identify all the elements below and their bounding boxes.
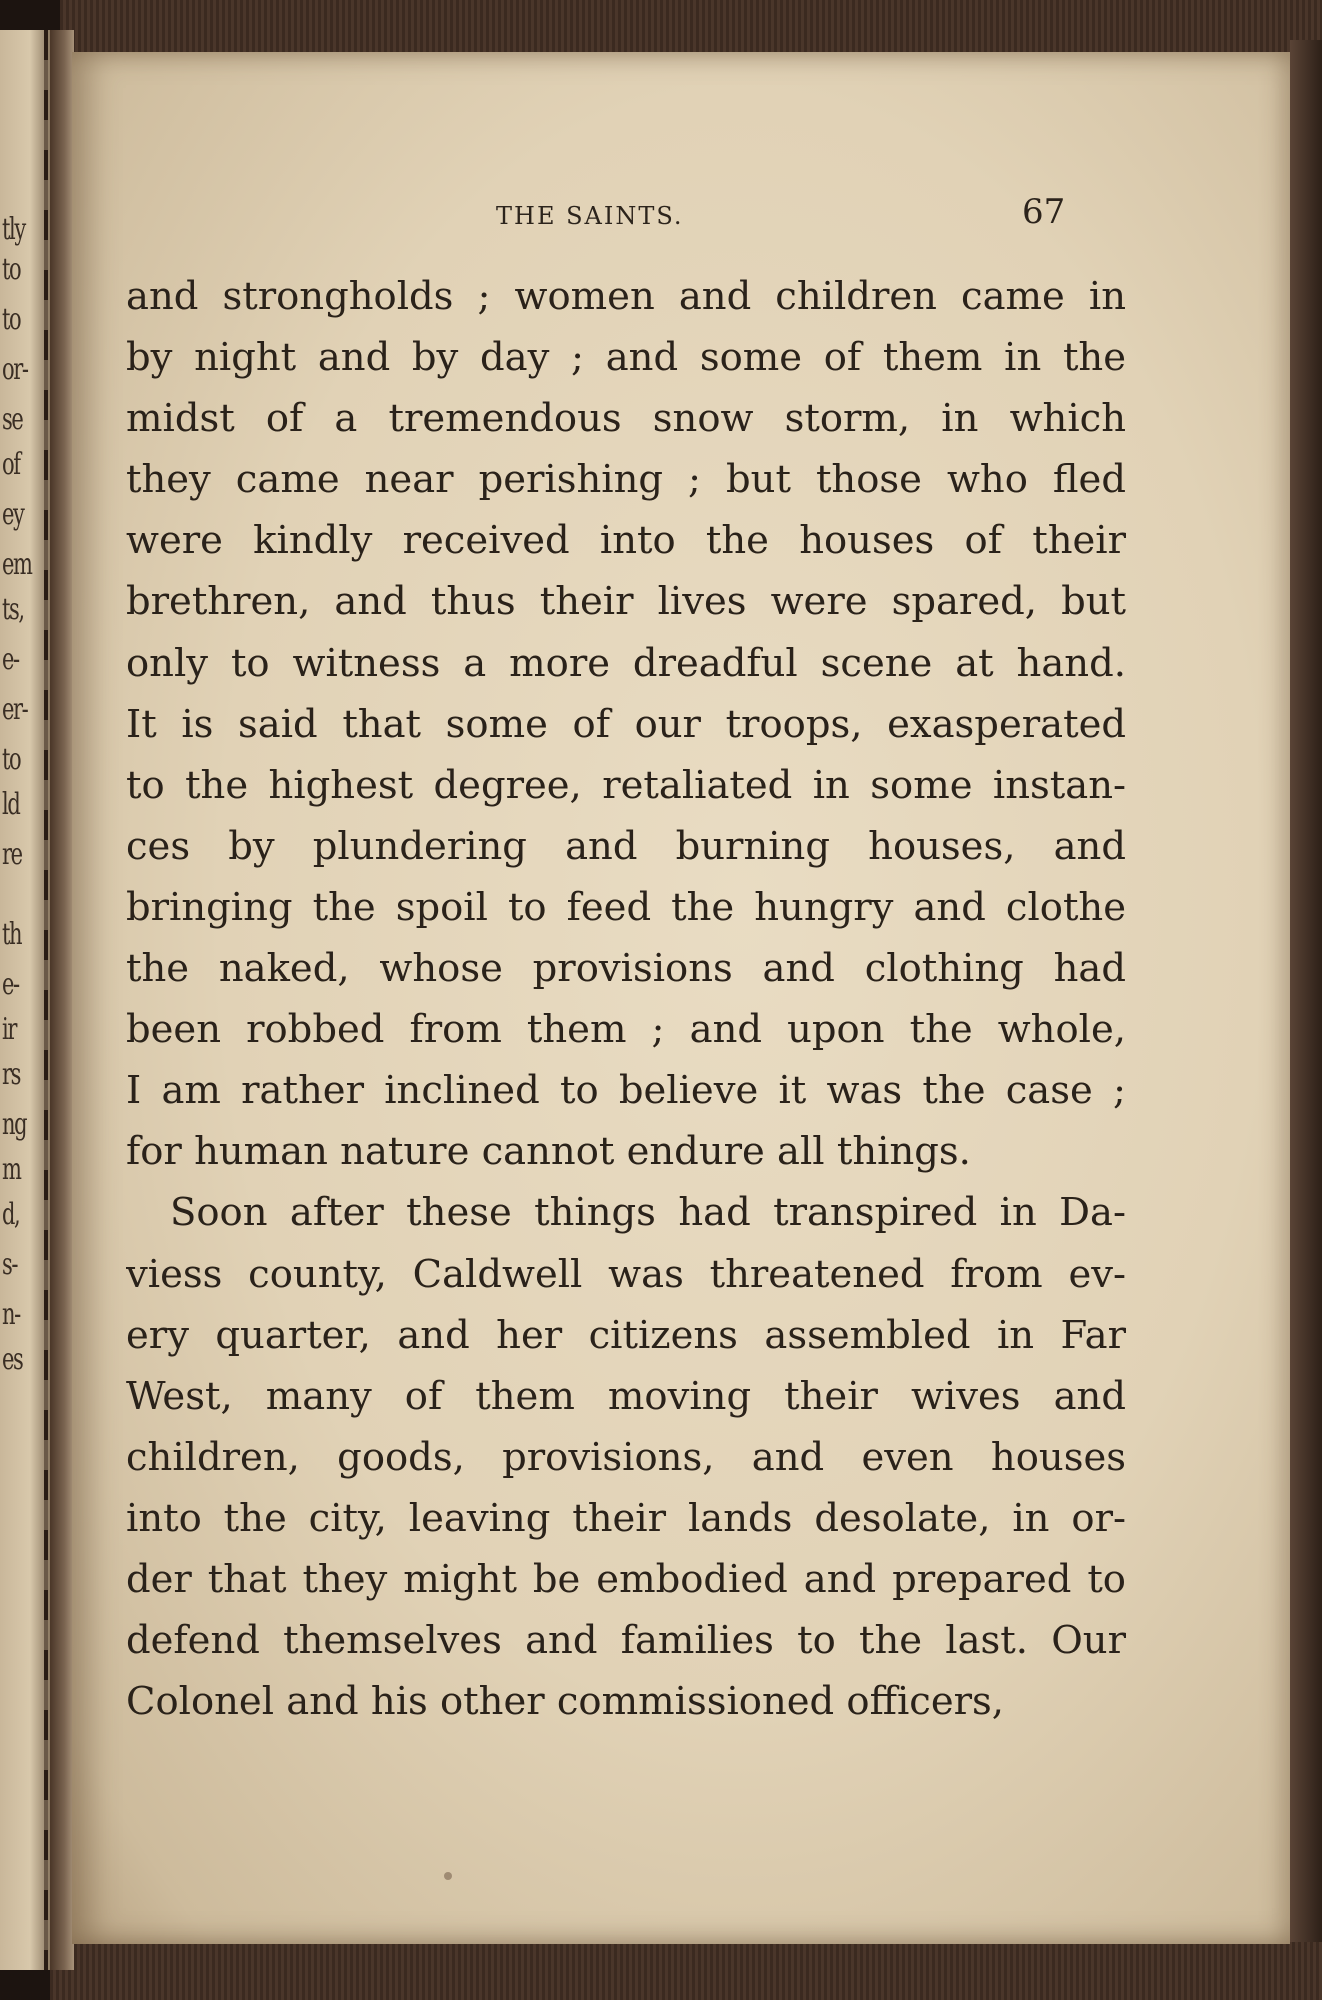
text-line: der that they might be embodied and prepared to: [126, 1556, 1126, 1602]
previous-page-text-fragment: ts,: [2, 592, 24, 627]
previous-page-text-fragment: es: [2, 1342, 23, 1377]
text-line: only to witness a more dreadful scene at hand.: [126, 640, 1126, 686]
previous-page-text-fragment: em: [2, 547, 32, 582]
text-line: for human nature cannot endure all things.: [126, 1129, 971, 1175]
previous-page-text-fragment: tly: [2, 212, 25, 247]
previous-page-text-fragment: to: [2, 252, 21, 287]
text-line: brethren, and thus their lives were spared, but: [126, 579, 1126, 625]
text-line: and strongholds ; women and children came in: [126, 274, 1126, 319]
text-line: children, goods, provisions, and even houses: [126, 1434, 1126, 1480]
text-line: ces by plundering and burning houses, and: [126, 823, 1126, 869]
previous-page-text-fragment: ng: [2, 1107, 27, 1142]
text-line: to the highest degree, retaliated in some instan-: [126, 762, 1126, 808]
previous-page-text-fragment: ld: [2, 787, 20, 822]
text-line: into the city, leaving their lands desolate, in or-: [126, 1495, 1126, 1541]
previous-page-text-fragment: ir: [2, 1012, 16, 1047]
previous-page-shadow: [44, 30, 48, 1970]
previous-page-text-fragment: d,: [2, 1197, 20, 1232]
cloth-binding-right: [1290, 40, 1322, 1960]
previous-page-text-fragment: rs: [2, 1057, 21, 1092]
book-gutter: [50, 30, 74, 1970]
previous-page-text-fragment: m: [2, 1152, 21, 1187]
previous-page-text-fragment: n-: [2, 1297, 20, 1332]
text-line: viess county, Caldwell was threatened from ev-: [126, 1251, 1126, 1297]
cloth-binding-bottom: [50, 1942, 1322, 2000]
previous-page-text-fragment: to: [2, 742, 21, 777]
previous-page-text-fragment: e-: [2, 967, 19, 1002]
text-line: I am rather inclined to believe it was the case ;: [126, 1068, 1126, 1114]
text-line: ery quarter, and her citizens assembled in Far: [126, 1312, 1126, 1358]
page-number: 67: [1022, 192, 1066, 232]
previous-page-text-fragment: th: [2, 917, 22, 952]
text-line: It is said that some of our troops, exasperated: [126, 701, 1126, 747]
previous-page-text-fragment: e-: [2, 642, 19, 677]
previous-page-text-fragment: s-: [2, 1247, 18, 1282]
book-page: [72, 52, 1290, 1944]
cloth-binding-top: [60, 0, 1322, 60]
text-line: defend themselves and families to the last. Our: [126, 1618, 1126, 1664]
previous-page-text-fragment: ey: [2, 497, 24, 532]
previous-page-text-fragment: re: [2, 837, 22, 872]
text-line: been robbed from them ; and upon the whole,: [126, 1007, 1126, 1053]
previous-page-text-fragment: to: [2, 302, 21, 337]
previous-page-text-fragment: er-: [2, 692, 28, 727]
running-head-title: THE SAINTS.: [496, 202, 684, 230]
text-line: the naked, whose provisions and clothing had: [126, 946, 1126, 992]
previous-page-text-fragment: of: [2, 447, 20, 482]
text-line: they came near perishing ; but those who fled: [126, 457, 1126, 503]
text-line: were kindly received into the houses of their: [126, 518, 1126, 564]
text-line: bringing the spoil to feed the hungry and clothe: [126, 884, 1126, 930]
previous-page-text-fragment: or-: [2, 352, 28, 387]
previous-page-text-fragment: se: [2, 402, 23, 437]
text-line: midst of a tremendous snow storm, in which: [126, 396, 1126, 442]
text-line: West, many of them moving their wives and: [126, 1373, 1126, 1419]
paper-spot: [444, 1872, 452, 1880]
text-line: Soon after these things had transpired in Da-: [170, 1190, 1126, 1236]
previous-page-edge: [0, 30, 50, 1970]
text-line: Colonel and his other commissioned officers,: [126, 1679, 1004, 1725]
text-line: by night and by day ; and some of them in the: [126, 335, 1126, 381]
body-text: [126, 266, 1126, 1732]
running-head: [72, 192, 1290, 242]
